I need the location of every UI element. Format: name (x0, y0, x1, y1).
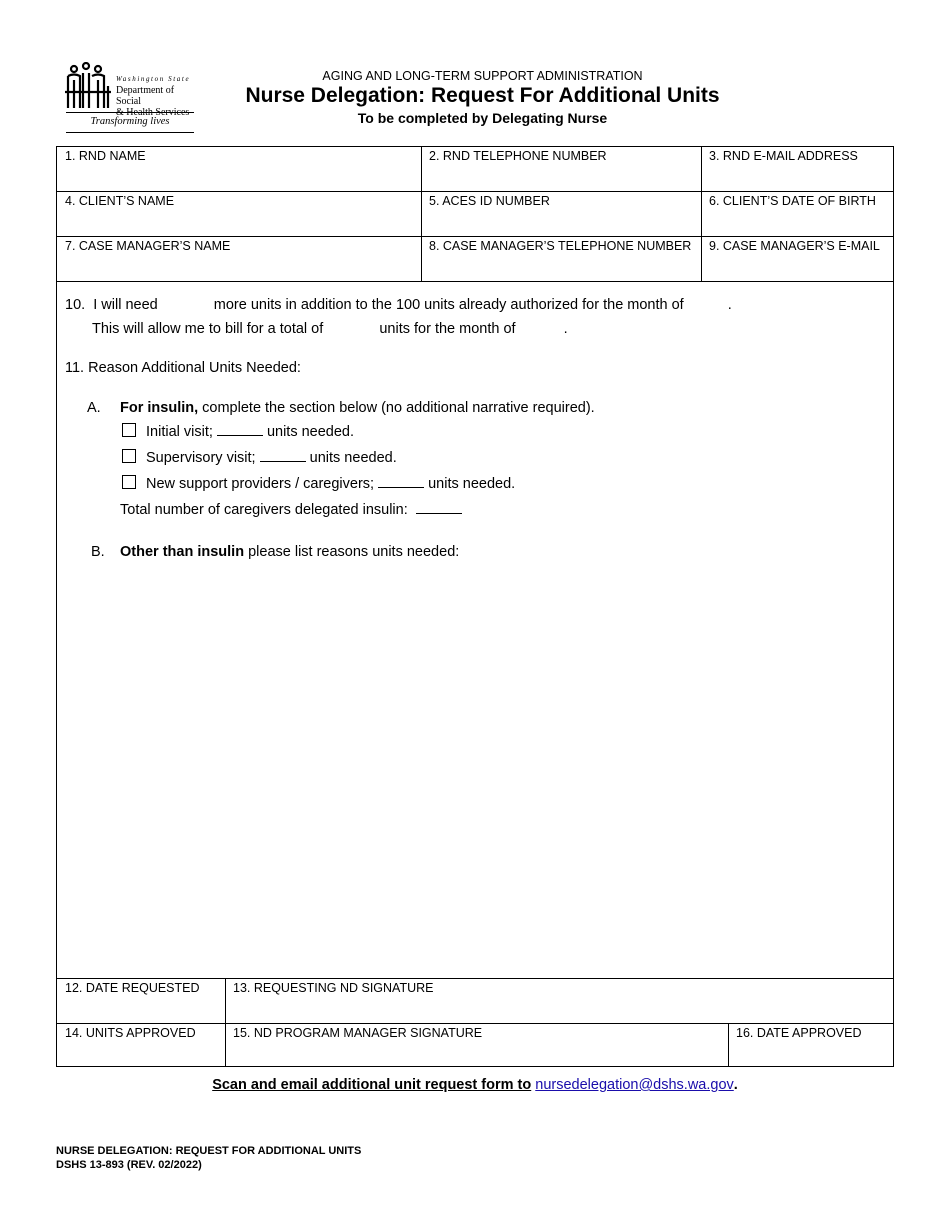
rnd-telephone-field[interactable]: 2. RND TELEPHONE NUMBER (429, 149, 607, 163)
client-dob-field[interactable]: 6. CLIENT’S DATE OF BIRTH (709, 194, 876, 208)
section-b-rest: please list reasons units needed: (244, 544, 460, 560)
units-approved-field[interactable]: 14. UNITS APPROVED (65, 1026, 196, 1040)
requesting-nd-signature-field[interactable]: 13. REQUESTING ND SIGNATURE (233, 981, 434, 995)
column-divider (728, 1023, 729, 1067)
aces-id-field[interactable]: 5. ACES ID NUMBER (429, 194, 550, 208)
option-label: Supervisory visit; (146, 450, 260, 466)
logo-divider-bottom (66, 132, 194, 133)
item-10-line2-c: . (563, 321, 568, 337)
section-a-rest: complete the section below (no additional narrative required). (198, 400, 595, 416)
item-10-line2 (92, 321, 568, 337)
row-divider (57, 978, 893, 979)
row-divider (57, 191, 893, 192)
submission-instruction (56, 1077, 894, 1093)
supervisory-visit-checkbox[interactable] (122, 449, 136, 463)
option-supervisory-visit[interactable] (122, 447, 397, 466)
total-caregivers-input[interactable] (416, 499, 462, 514)
option-suffix: units needed. (305, 450, 397, 466)
item-10-line2-a: This will allow me to bill for a total of (92, 321, 324, 337)
client-name-field[interactable]: 4. CLIENT’S NAME (65, 194, 175, 208)
column-divider (421, 147, 422, 281)
item-10-line1 (65, 297, 732, 313)
reasons-textarea[interactable] (117, 567, 877, 967)
row-divider (57, 236, 893, 237)
section-a-text (120, 400, 595, 416)
item-11-heading: 11. Reason Additional Units Needed: (65, 360, 301, 376)
supervisory-visit-units-input[interactable] (260, 447, 306, 462)
option-suffix: units needed. (424, 476, 516, 492)
option-label: New support providers / caregivers; (146, 476, 379, 492)
footer-form-number: DSHS 13-893 (REV. 02/2022) (56, 1159, 202, 1171)
initial-visit-units-input[interactable] (217, 421, 263, 436)
submission-end: . (733, 1077, 738, 1093)
footer-form-name: NURSE DELEGATION: REQUEST FOR ADDITIONAL UNITS (56, 1145, 362, 1157)
logo-tagline: Transforming lives (90, 116, 170, 127)
case-manager-email-field[interactable]: 9. CASE MANAGER’S E-MAIL (709, 239, 880, 253)
section-b-text (120, 544, 459, 560)
submission-text: Scan and email additional unit request form to (212, 1077, 532, 1093)
item-10-text-c: . (727, 297, 732, 313)
total-caregivers-line (120, 499, 462, 518)
date-requested-field[interactable]: 12. DATE REQUESTED (65, 981, 200, 995)
form-title: Nurse Delegation: Request For Additional Units (245, 84, 720, 107)
option-initial-visit[interactable] (122, 421, 354, 440)
row-divider (57, 1023, 893, 1024)
case-manager-telephone-field[interactable]: 8. CASE MANAGER’S TELEPHONE NUMBER (429, 239, 692, 253)
dshs-logo (64, 62, 196, 134)
column-divider (225, 978, 226, 1067)
section-b-letter: B. (91, 544, 105, 560)
initial-visit-checkbox[interactable] (122, 423, 136, 437)
new-providers-units-input[interactable] (378, 473, 424, 488)
logo-divider (66, 112, 194, 113)
logo-state: Washington State (116, 75, 191, 83)
item-10-text-b: more units in addition to the 100 units already authorized for the month of (213, 297, 684, 313)
administration-name: AGING AND LONG-TERM SUPPORT ADMINISTRATION (322, 69, 643, 83)
new-providers-checkbox[interactable] (122, 475, 136, 489)
case-manager-name-field[interactable]: 7. CASE MANAGER’S NAME (65, 239, 231, 253)
item-10-number: 10. (65, 297, 86, 313)
item-10-line2-b: units for the month of (379, 321, 516, 337)
option-suffix: units needed. (262, 424, 355, 440)
section-b-bold: Other than insulin (120, 544, 245, 560)
column-divider (701, 147, 702, 281)
item-10-text-a: I will need (93, 297, 158, 313)
total-caregivers-label: Total number of caregivers delegated insulin: (120, 502, 408, 518)
row-divider (57, 281, 893, 282)
form-frame (56, 146, 894, 1067)
option-label: Initial visit; (146, 424, 217, 440)
option-new-support-providers[interactable] (122, 473, 515, 492)
section-a-bold: For insulin, (120, 400, 199, 416)
section-a-letter: A. (87, 400, 101, 416)
rnd-email-field[interactable]: 3. RND E-MAIL ADDRESS (709, 149, 858, 163)
rnd-name-field[interactable]: 1. RND NAME (65, 149, 146, 163)
date-approved-field[interactable]: 16. DATE APPROVED (736, 1026, 862, 1040)
dshs-logo-mark-icon (64, 62, 112, 112)
program-manager-signature-field[interactable]: 15. ND PROGRAM MANAGER SIGNATURE (233, 1026, 483, 1040)
logo-dept-line1: Department of Social (116, 85, 175, 107)
submission-email-link[interactable]: nursedelegation@dshs.wa.gov (535, 1077, 734, 1093)
form-subtitle: To be completed by Delegating Nurse (357, 110, 608, 126)
